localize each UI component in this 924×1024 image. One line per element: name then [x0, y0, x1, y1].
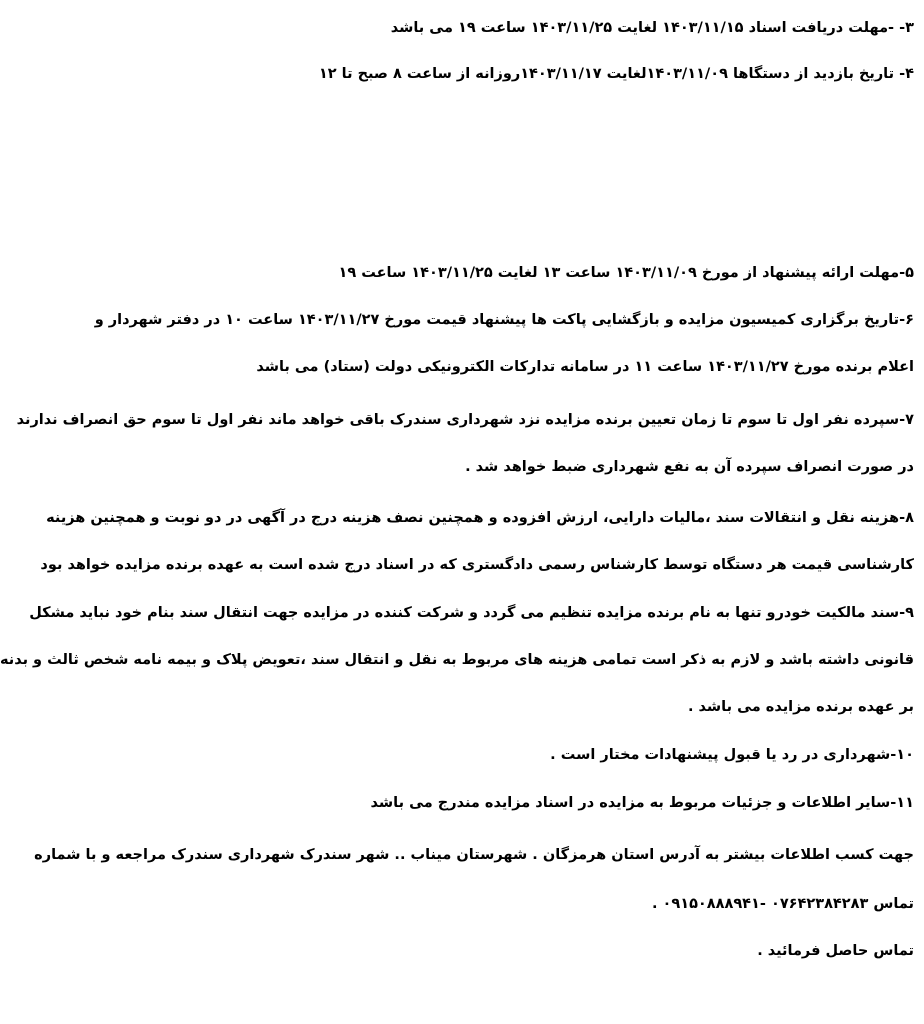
text-line-item-6-cont: اعلام برنده مورخ ۱۴۰۳/۱۱/۲۷ ساعت ۱۱ در سامانه تدارکات الکترونیکی دولت (ستاد) می باشد — [256, 359, 914, 375]
text-line-item-5: ۵-مهلت ارائه پیشنهاد از مورخ ۱۴۰۳/۱۱/۰۹ ساعت ۱۳ لغایت ۱۴۰۳/۱۱/۲۵ ساعت ۱۹ — [338, 265, 914, 281]
text-line-phone-numbers: تماس ۰۷۶۴۲۳۸۴۲۸۳ -۰۹۱۵۰۸۸۸۹۴۱ . — [651, 896, 914, 912]
text-line-item-6: ۶-تاریخ برگزاری کمیسیون مزایده و بازگشایی پاکت ها پیشنهاد قیمت مورخ ۱۴۰۳/۱۱/۲۷ ساعت ۱۰ در دفتر شهردار و — [94, 312, 914, 328]
text-line-item-11: ۱۱-سایر اطلاعات و جزئیات مربوط به مزایده در اسناد مزایده مندرج می باشد — [370, 795, 914, 811]
text-line-item-9: ۹-سند مالکیت خودرو تنها به نام برنده مزایده تنظیم می گردد و شرکت کننده در مزایده جهت انتقال سند بنام خود نباید مشکل — [29, 605, 914, 621]
text-line-item-3: ۳- -مهلت دریافت اسناد ۱۴۰۳/۱۱/۱۵ لغایت ۱۴۰۳/۱۱/۲۵ ساعت ۱۹ می باشد — [390, 20, 914, 36]
text-line-item-9-cont-2: بر عهده برنده مزایده می باشد . — [687, 699, 914, 715]
text-line-item-4: ۴- تاریخ بازدید از دستگاها ۱۴۰۳/۱۱/۰۹لغایت ۱۴۰۳/۱۱/۱۷روزانه از ساعت ۸ صبح تا ۱۲ — [318, 66, 914, 82]
text-line-item-7: ۷-سپرده نفر اول تا سوم تا زمان تعیین برنده مزایده نزد شهرداری سندرک باقی خواهد ماند نفر اول تا سوم حق انصراف ندارند — [16, 412, 914, 428]
text-line-contact-info: جهت کسب اطلاعات بیشتر به آدرس استان هرمزگان . شهرستان میناب .. شهر سندرک شهرداری سندرک مراجعه و با شماره — [34, 847, 914, 863]
text-line-item-10: ۱۰-شهرداری در رد یا قبول پیشنهادات مختار است . — [550, 747, 914, 763]
text-line-closing: تماس حاصل فرمائید . — [757, 943, 914, 959]
text-line-item-9-cont-1: قانونی داشته باشد و لازم به ذکر است تمامی هزینه های مربوط به نقل و انتقال سند ،تعویض پلاک و بیمه نامه شخص ثالث و بدنه — [0, 652, 914, 668]
text-line-item-8: ۸-هزینه نقل و انتقالات سند ،مالیات دارایی، ارزش افزوده و همچنین نصف هزینه درج در آگهی در دو نوبت و همچنین هزینه — [46, 510, 914, 526]
text-line-item-8-cont: کارشناسی قیمت هر دستگاه توسط کارشناس رسمی دادگستری که در اسناد درج شده است به عهده برنده مزایده خواهد بود — [40, 557, 914, 573]
text-line-item-7-cont: در صورت انصراف سپرده آن به نفع شهرداری ضبط خواهد شد . — [465, 459, 914, 475]
